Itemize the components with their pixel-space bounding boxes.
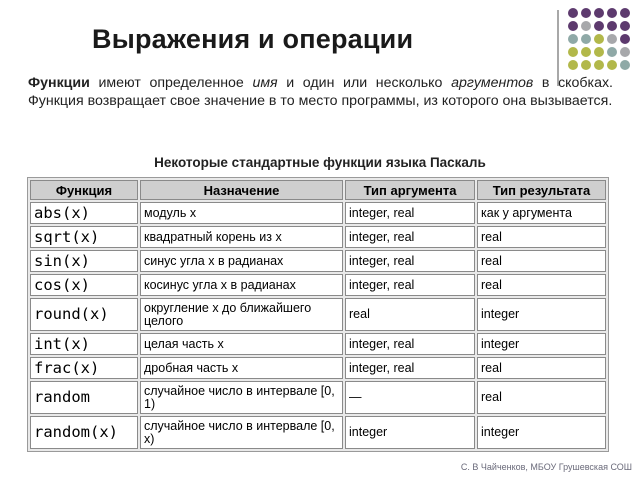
table-row [30,298,606,331]
decorative-dot [581,60,591,70]
cell-arg-type: integer, real [345,274,475,296]
decorative-dot [581,21,591,31]
decorative-dot [620,47,630,57]
intro-term-functions: Функции [28,75,90,91]
page-title: Выражения и операции [92,24,414,54]
decorative-dot-grid [568,8,638,72]
decorative-dot [607,8,617,18]
intro-term-name: имя [252,75,278,91]
decorative-dot [568,34,578,44]
decorative-dot [568,21,578,31]
decorative-dot [607,60,617,70]
cell-result-type: real [477,226,606,248]
header-result-type: Тип результата [477,180,606,200]
cell-function: random(x) [30,416,138,449]
intro-text-1: имеют определенное [89,75,253,91]
cell-purpose: модуль x [140,202,343,224]
table-row [30,381,606,414]
cell-result-type: integer [477,298,606,331]
decorative-dot [620,8,630,18]
decorative-dot [568,8,578,18]
header-purpose: Назначение [140,180,343,200]
decorative-dot [594,34,604,44]
decorative-dot [620,60,630,70]
cell-purpose: синус угла x в радианах [140,250,343,272]
table-row [30,333,606,355]
cell-function: round(x) [30,298,138,331]
cell-function: int(x) [30,333,138,355]
cell-purpose: квадратный корень из x [140,226,343,248]
cell-function: cos(x) [30,274,138,296]
cell-purpose: случайное число в интервале [0, 1) [140,381,343,414]
intro-text-3: в скобках. Функция возвращает свое значение в то место программы, из которого она вызывается. [28,75,613,109]
cell-arg-type: integer, real [345,226,475,248]
decorative-dot [607,47,617,57]
table-row [30,202,606,224]
intro-paragraph [28,74,613,110]
decorative-dot [581,34,591,44]
cell-arg-type: integer, real [345,250,475,272]
decorative-dot [620,34,630,44]
footer-credit: С. В Чайченков, МБОУ Грушевская СОШ [460,462,632,472]
table-header-row [30,180,606,200]
cell-function: sqrt(x) [30,226,138,248]
table-row [30,226,606,248]
cell-purpose: дробная часть x [140,357,343,379]
header-function: Функция [30,180,138,200]
intro-text-2: и один или несколько [277,75,452,91]
cell-result-type: integer [477,416,606,449]
cell-purpose: косинус угла x в радианах [140,274,343,296]
cell-purpose: целая часть x [140,333,343,355]
cell-function: frac(x) [30,357,138,379]
table-row [30,250,606,272]
cell-arg-type: integer, real [345,357,475,379]
cell-purpose: случайное число в интервале [0, x) [140,416,343,449]
cell-arg-type: integer, real [345,202,475,224]
decorative-dot [581,47,591,57]
cell-result-type: real [477,381,606,414]
cell-purpose: округление x до ближайшего целого [140,298,343,331]
cell-function: sin(x) [30,250,138,272]
decorative-dot [594,8,604,18]
cell-function: abs(x) [30,202,138,224]
decorative-dot [568,47,578,57]
header-arg-type: Тип аргумента [345,180,475,200]
decorative-dot [594,21,604,31]
cell-result-type: real [477,274,606,296]
decorative-dot [607,21,617,31]
table-row [30,416,606,449]
cell-result-type: real [477,357,606,379]
decorative-dot [568,60,578,70]
cell-arg-type: integer [345,416,475,449]
table-row [30,274,606,296]
decorative-dot [607,34,617,44]
cell-arg-type: integer, real [345,333,475,355]
functions-table [27,177,609,452]
intro-term-arguments: аргументов [451,75,534,91]
cell-arg-type: — [345,381,475,414]
cell-result-type: integer [477,333,606,355]
decorative-dot [594,60,604,70]
decorative-dot [581,8,591,18]
table-caption: Некоторые стандартные функции языка Паскаль [154,155,486,170]
cell-arg-type: real [345,298,475,331]
cell-result-type: как у аргумента [477,202,606,224]
decorative-dot [594,47,604,57]
cell-result-type: real [477,250,606,272]
cell-function: random [30,381,138,414]
table-row [30,357,606,379]
decorative-dot [620,21,630,31]
